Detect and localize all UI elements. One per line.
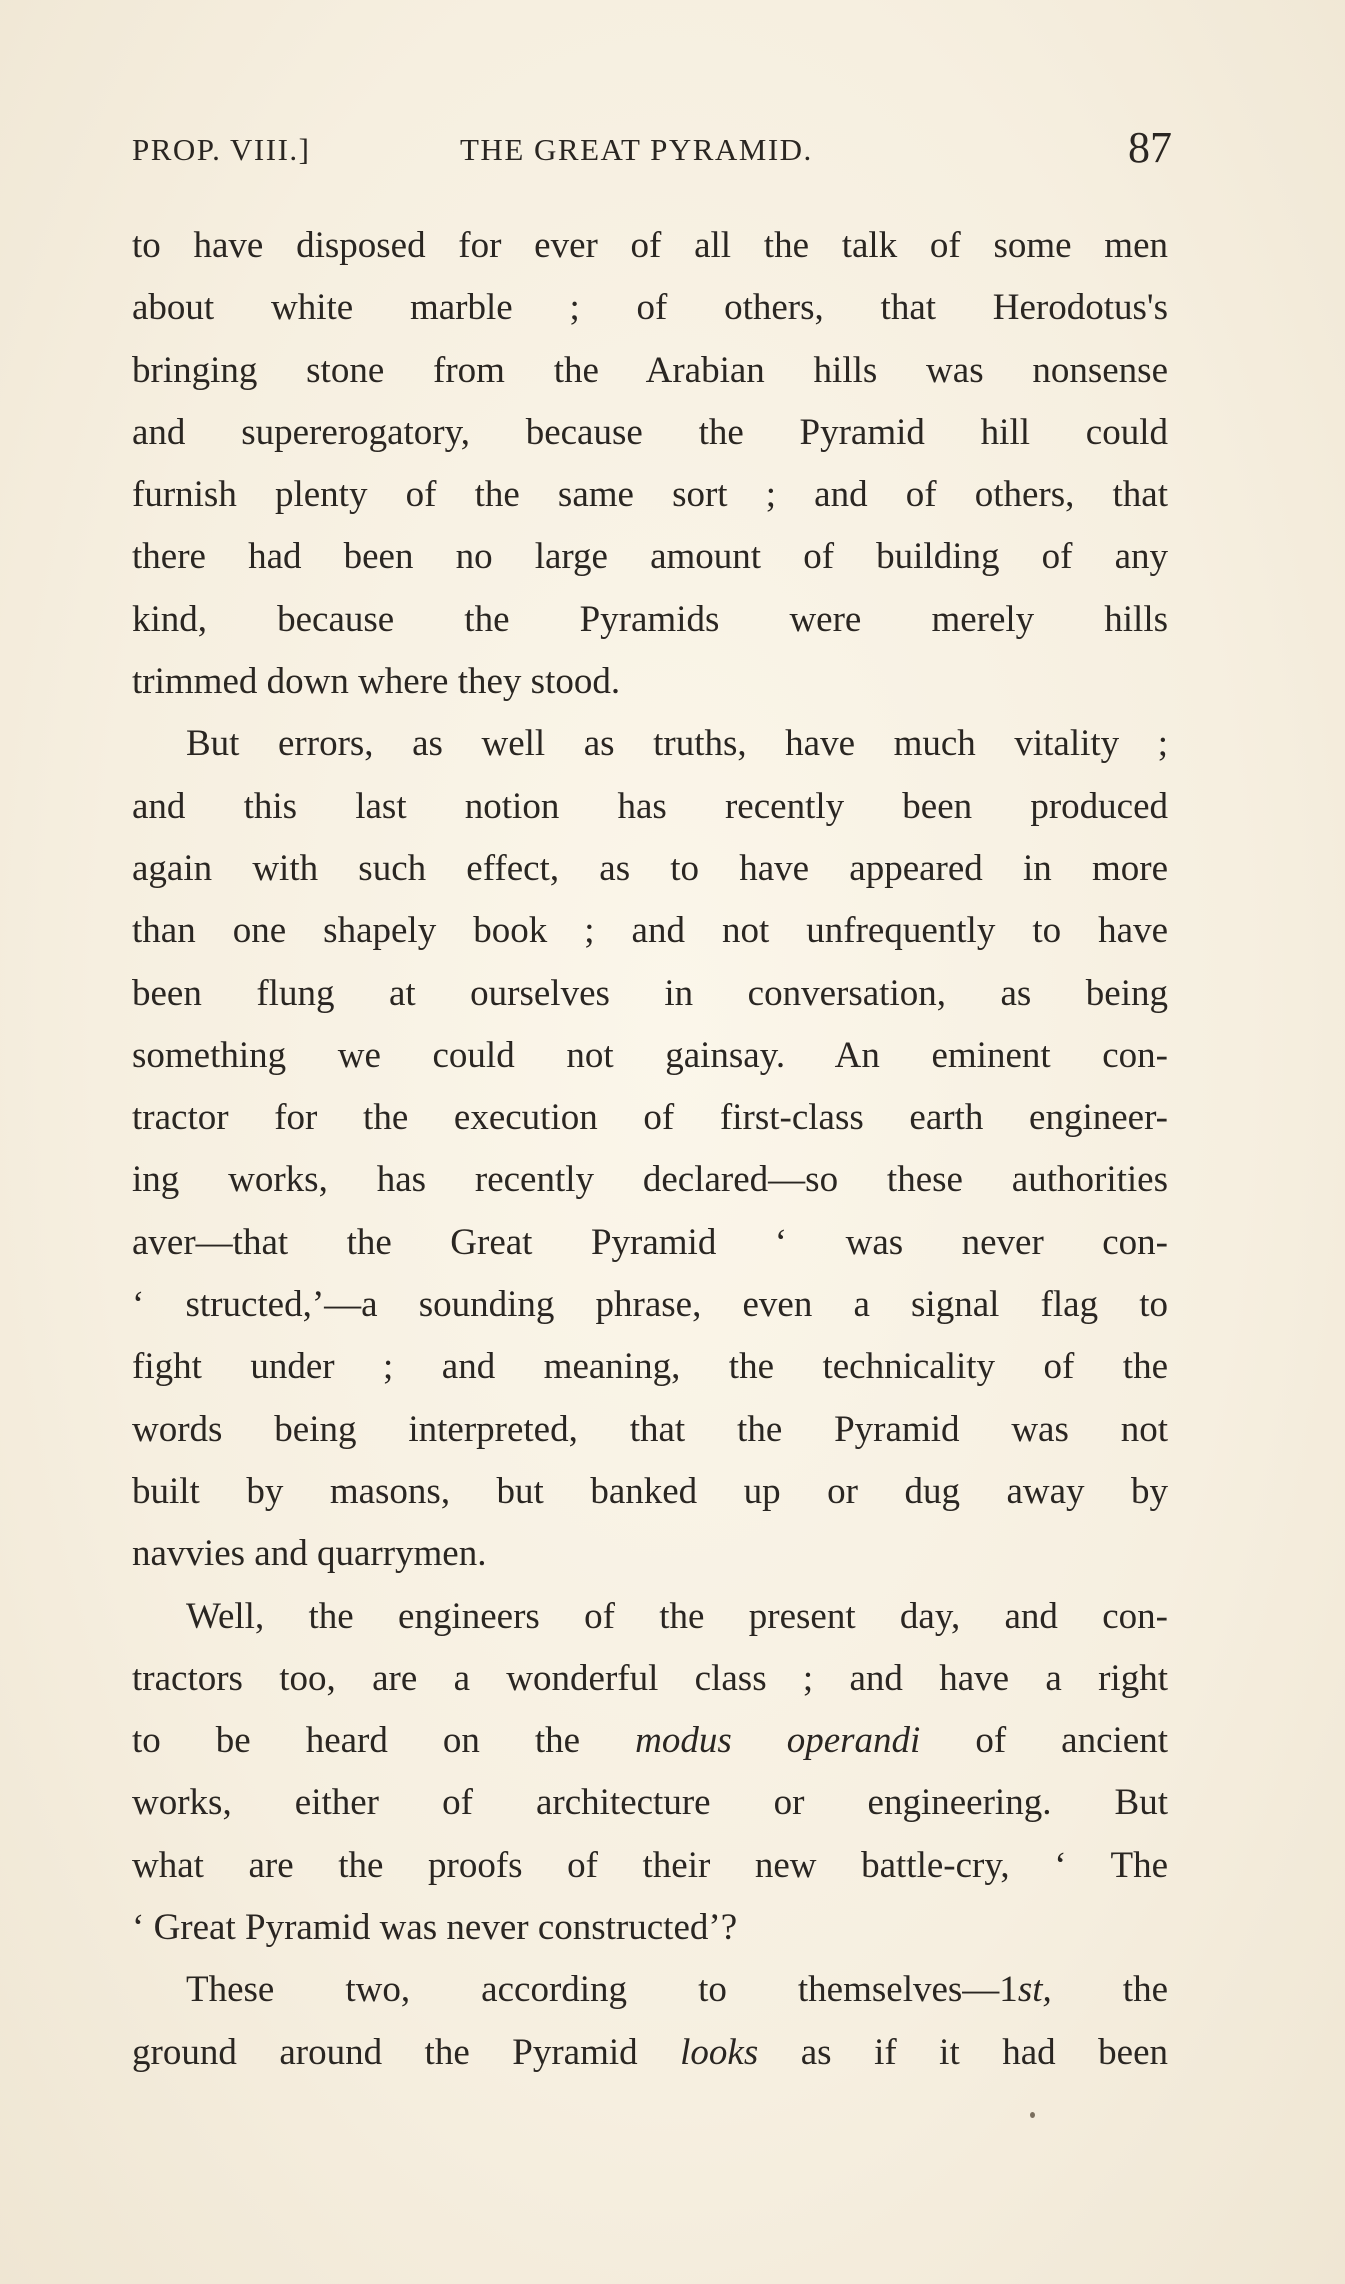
text-line: words being interpreted, that the Pyramid was not [132, 1408, 1168, 1450]
text-line: than one shapely book ; and not unfrequently to have [132, 910, 1168, 952]
text-segment: to be heard on the [132, 1720, 636, 1762]
text-line: But errors, as well as truths, have much vitality ; [186, 723, 1168, 765]
text-line: ing works, has recently declared—so these authorities [132, 1159, 1168, 1201]
page-number: 87 [1128, 123, 1172, 172]
text-segment: as if it had been [758, 2031, 1169, 2073]
text-line: works, either of architecture or engineering. But [132, 1782, 1168, 1824]
text-line [132, 1959, 1168, 2021]
text-line: navvies and quarrymen. [132, 1533, 487, 1575]
italic-phrase: st, [1017, 1969, 1052, 2011]
text-line: been flung at ourselves in conversation, as being [132, 972, 1168, 1014]
text-segment: the [1051, 1969, 1168, 2011]
text-line: ‘ structed,’—a sounding phrase, even a signal flag to [132, 1284, 1168, 1326]
text-line: kind, because the Pyramids were merely hills [132, 598, 1168, 640]
text-line: again with such effect, as to have appeared in more [132, 847, 1168, 889]
running-title: THE GREAT PYRAMID. [460, 132, 813, 167]
text-line [132, 1710, 1168, 1772]
text-line: and this last notion has recently been produced [132, 785, 1168, 827]
text-line [132, 2022, 1168, 2084]
italic-phrase: modus operandi [635, 1720, 921, 1762]
text-line: built by masons, but banked up or dug away by [132, 1470, 1168, 1512]
italic-phrase: looks [680, 2031, 759, 2073]
text-segment: ground around the Pyramid [132, 2031, 681, 2073]
text-line: what are the proofs of their new battle-cry, ‘ The [132, 1844, 1168, 1886]
text-line: and supererogatory, because the Pyramid hill could [132, 411, 1168, 453]
text-line: about white marble ; of others, that Herodotus's [132, 287, 1168, 329]
text-line: something we could not gainsay. An eminent con- [132, 1034, 1168, 1076]
text-segment: of ancient [920, 1720, 1168, 1762]
section-reference: PROP. VIII.] [132, 132, 311, 167]
text-line: tractors too, are a wonderful class ; and have a right [132, 1657, 1168, 1699]
running-header [132, 118, 1172, 188]
text-line: trimmed down where they stood. [132, 661, 621, 703]
text-line: to have disposed for ever of all the talk of some men [132, 225, 1168, 266]
text-line: ‘ Great Pyramid was never constructed’? [132, 1907, 738, 1949]
text-line: furnish plenty of the same sort ; and of others, that [132, 474, 1168, 516]
text-segment: These two, according to themselves—1 [186, 1969, 1018, 2011]
paper-speck [1030, 2112, 1035, 2118]
text-line: aver—that the Great Pyramid ‘ was never con- [132, 1221, 1168, 1263]
text-line: fight under ; and meaning, the technicality of the [132, 1346, 1168, 1388]
text-line: bringing stone from the Arabian hills was nonsense [132, 349, 1168, 391]
text-line: there had been no large amount of building of any [132, 536, 1168, 578]
text-line: Well, the engineers of the present day, and con- [186, 1595, 1168, 1637]
text-line: tractor for the execution of first-class earth engineer- [132, 1097, 1168, 1139]
body-text [132, 215, 1168, 2084]
